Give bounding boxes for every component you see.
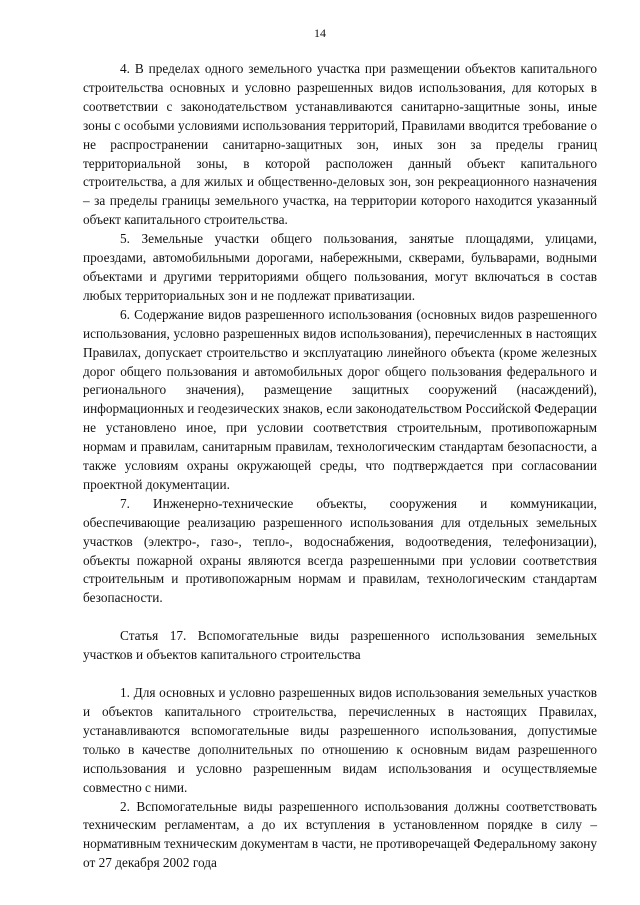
spacer [83, 608, 597, 627]
page-number: 14 [314, 26, 326, 40]
paragraph-4: 4. В пределах одного земельного участка при размещении объектов капитального строительства основных и условно разрешенных видов использования, для которых в соответствии с законодательством устанавливаются санитарно-защитные зоны, иные зоны с особыми условиями использования территорий, Правилами вводится требование о не распространении санитарно-защитных зон, иных зон за пределы границ территориальной зоны, в которой расположен данный объект капитального строительства, а для жилых и общественно-деловых зон, зон рекреационного назначения – за пределы границы земельного участка, на территории которого находится указанный объект капитального строительства. [83, 61, 597, 228]
spacer [83, 665, 597, 684]
paragraph-7: 7. Инженерно-технические объекты, сооружения и коммуникации, обеспечивающие реализацию разрешенного использования для отдельных земельных участков (электро-, газо-, тепло-, водоснабжения, водоотведения, телефонизации), объекты пожарной охраны являются всегда разрешенными при условии соответствия строительным и противопожарным нормам и правилам, технологическим стандартам безопасности. [83, 495, 597, 606]
article-17-heading: Статья 17. Вспомогательные виды разрешенного использования земельных участков и объектов капитального строительства [83, 628, 597, 663]
article-17-paragraph-1: 1. Для основных и условно разрешенных видов использования земельных участков и объектов капитального строительства, перечисленных в настоящих Правилах, устанавливаются вспомогательные виды разрешенного использования, допустимые только в качестве дополнительных по отношению к основным видам разрешенного использования и условно разрешенным видам использования и осуществляемые совместно с ними. [83, 685, 597, 795]
document-body [83, 60, 597, 873]
paragraph-5: 5. Земельные участки общего пользования, занятые площадями, улицами, проездами, автомобильными дорогами, набережными, скверами, бульварами, водными объектами и другими территориями общего пользования, могут включаться в состав любых территориальных зон и не подлежат приватизации. [83, 231, 597, 303]
paragraph-6: 6. Содержание видов разрешенного использования (основных видов разрешенного использования, условно разрешенных видов использования), перечисленных в настоящих Правилах, допускает строительство и эксплуатацию линейного объекта (кроме железных дорог общего пользования и автомобильных дорог общего пользования федерального и регионального значения), размещение защитных сооружений (насаждений), информационных и геодезических знаков, если законодательством Российской Федерации не установлено иное, при условии соответствия строительным, противопожарным нормам и правилам, санитарным правилам, технологическим стандартам безопасности, а также условиям охраны окружающей среды, что подтверждается при согласовании проектной документации. [83, 306, 597, 492]
article-17-paragraph-2: 2. Вспомогательные виды разрешенного использования должны соответствовать техническим регламентам, а до их вступления в установленном порядке в силу – нормативным техническим документам в части, не противоречащей Федеральному закону от 27 декабря 2002 года [83, 798, 597, 871]
